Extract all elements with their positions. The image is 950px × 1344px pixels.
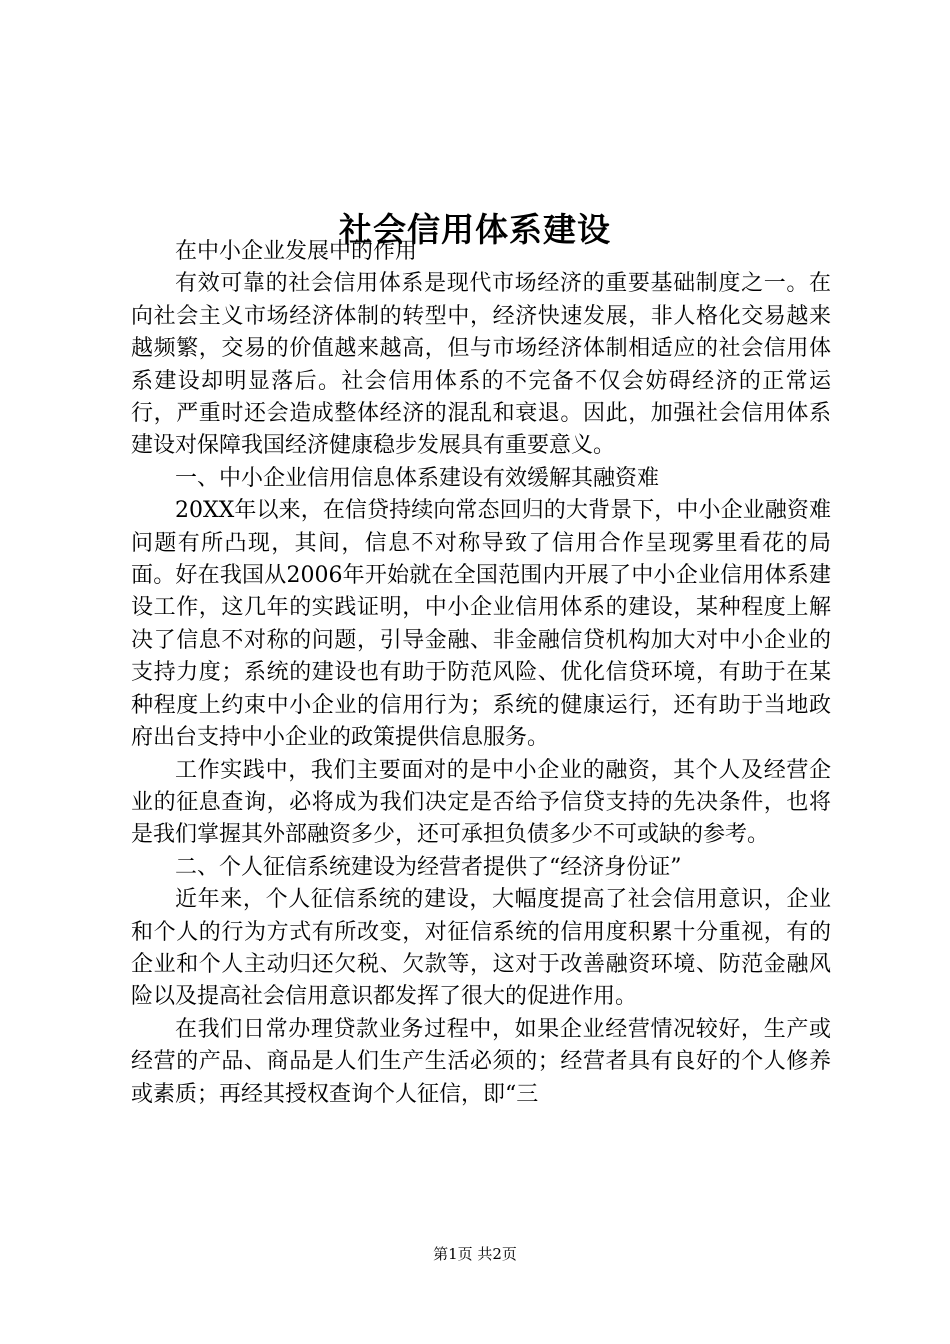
body-paragraph: 20XX年以来，在信贷持续向常态回归的大背景下，中小企业融资难问题有所凸现，其间，信息不对称导致了信用合作呈现雾里看花的局面。好在我国从2006年开始就在全国范围内开展了中小企业信用体系建设工作，这几年的实践证明，中小企业信用体系的建设，某种程度上解决了信息不对称的问题，引导金融、非金融信贷机构加大对中小企业的支持力度；系统的建设也有助于防范风险、优化信贷环境，有助于在某种程度上约束中小企业的信用行为；系统的健康运行，还有助于当地政府出台支持中小企业的政策提供信息服务。 xyxy=(131,498,831,751)
intro-paragraph: 有效可靠的社会信用体系是现代市场经济的重要基础制度之一。在向社会主义市场经济体制的转型中，经济快速发展，非人格化交易越来越频繁，交易的价值越来越高，但与市场经济体制相适应的社会信用体系建设却明显落后。社会信用体系的不完备不仅会妨碍经济的正常运行，严重时还会造成整体经济的混乱和衰退。因此，加强社会信用体系建设对保障我国经济健康稳步发展具有重要意义。 xyxy=(131,271,831,459)
section-heading-2: 二、个人征信系统建设为经营者提供了“经济身份证” xyxy=(175,854,682,880)
section-heading-1: 一、中小企业信用信息体系建设有效缓解其融资难 xyxy=(175,465,660,491)
body-paragraph: 近年来，个人征信系统的建设，大幅度提高了社会信用意识，企业和个人的行为方式有所改变，对征信系统的信用度积累十分重视，有的企业和个人主动归还欠税、欠款等，这对于改善融资环境、防范金融风险以及提高社会信用意识都发挥了很大的促进作用。 xyxy=(131,887,831,1010)
body-paragraph: 工作实践中，我们主要面对的是中小企业的融资，其个人及经营企业的征息查询，必将成为我们决定是否给予信贷支持的先决条件，也将是我们掌握其外部融资多少，还可承担负债多少不可或缺的参考。 xyxy=(131,757,831,848)
page-footer: 第1页 共2页 xyxy=(433,1245,517,1263)
body-paragraph: 在我们日常办理贷款业务过程中，如果企业经营情况较好，生产或经营的产品、商品是人们生产生活必须的；经营者具有良好的个人修养或素质；再经其授权查询个人征信，即“三 xyxy=(131,1016,831,1107)
subtitle-paragraph: 在中小企业发展中的作用 xyxy=(175,239,418,264)
document-body xyxy=(131,236,831,1111)
document-title: 社会信用体系建设 xyxy=(339,210,611,250)
